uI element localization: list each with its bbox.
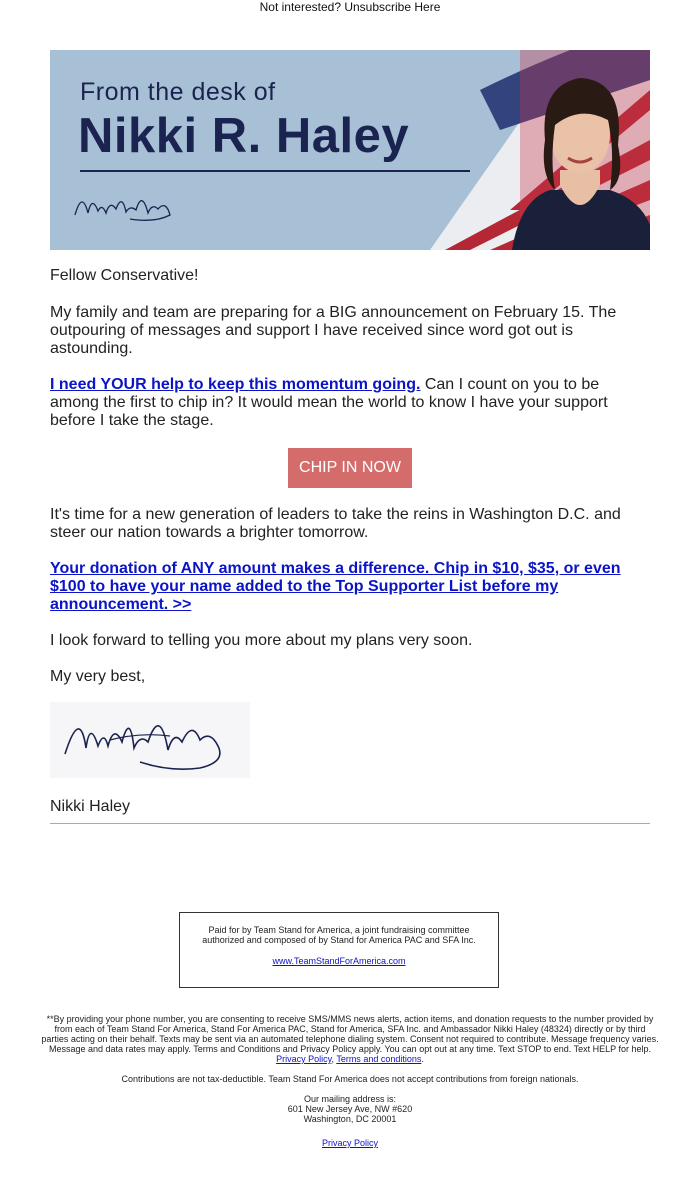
link-separator: , bbox=[331, 1054, 337, 1064]
disclaimer-end: . bbox=[421, 1054, 424, 1064]
divider bbox=[50, 823, 650, 824]
banner-title: Nikki R. Haley bbox=[78, 109, 410, 163]
paragraph-help-text: Can I count on you to be among the first to chip in? It would mean the world to know I have your support before I take the stage. bbox=[50, 376, 608, 429]
signer-name: Nikki Haley bbox=[50, 798, 131, 815]
chip-in-button[interactable]: CHIP IN NOW bbox=[288, 448, 412, 488]
closing: My very best, bbox=[50, 668, 146, 685]
address-line-2: Washington, DC 20001 bbox=[303, 1114, 397, 1124]
paragraph-new-generation: It's time for a new generation of leaders to take the reins in Washington D.C. and steer our nation towards a brighter tomorrow. bbox=[50, 506, 621, 541]
disclaimer-text: **By providing your phone number, you are consenting to receive SMS/MMS news alerts, action items, and donation requests to the number provided by from each of Team Stand For America, Stand For America PAC, Stand for America, SFA Inc. and Ambassador Nikki Haley (48324) directly or by third parties acting on their behalf. Texts may be sent via an automated telephone dialing system. Consent not required to contribute. Message frequency varies. Message and data rates may apply. Terms and Conditions and Privacy Policy apply. You can opt out at any time. Text STOP to end. Text HELP for help. bbox=[41, 1014, 659, 1054]
mailing-label: Our mailing address is: bbox=[303, 1094, 397, 1104]
banner-signature-icon bbox=[70, 185, 180, 230]
tax-note: Contributions are not tax-deductible. Team Stand For America does not accept contributions from foreign nationals. bbox=[121, 1074, 579, 1084]
bottom-privacy-link[interactable]: Privacy Policy bbox=[321, 1138, 378, 1148]
paragraph-plans: I look forward to telling you more about my plans very soon. bbox=[50, 632, 473, 649]
paid-for-text: Paid for by Team Stand for America, a joint fundraising committee authorized and composed of by Stand for America PAC and SFA Inc. bbox=[202, 925, 476, 945]
signature-image bbox=[50, 702, 250, 778]
bottom-privacy-container bbox=[0, 1138, 700, 1148]
paragraph-help bbox=[50, 376, 650, 430]
sms-disclaimer bbox=[40, 1014, 660, 1064]
header-banner bbox=[50, 50, 650, 250]
privacy-policy-link[interactable]: Privacy Policy bbox=[276, 1054, 332, 1064]
banner-divider bbox=[80, 170, 470, 172]
address-line-1: 601 New Jersey Ave, NW #620 bbox=[287, 1104, 413, 1114]
website-link[interactable]: www.TeamStandForAmerica.com bbox=[272, 956, 406, 966]
greeting: Fellow Conservative! bbox=[50, 267, 199, 284]
momentum-link[interactable]: I need YOUR help to keep this momentum going. bbox=[50, 376, 421, 393]
signature-icon bbox=[50, 702, 250, 778]
paragraph-announcement: My family and team are preparing for a BIG announcement on February 15. The outpouring of messages and support I have received since word got out is astounding. bbox=[50, 304, 617, 357]
paid-for-box bbox=[179, 912, 499, 988]
unsubscribe-link[interactable]: Not interested? Unsubscribe Here bbox=[259, 0, 441, 14]
terms-link[interactable]: Terms and conditions bbox=[336, 1054, 422, 1064]
banner-subtitle: From the desk of bbox=[80, 78, 276, 106]
donation-paragraph bbox=[50, 560, 650, 614]
donation-link[interactable]: Your donation of ANY amount makes a difference. Chip in $10, $35, or even $100 to have your name added to the Top Supporter List before my announcement. >> bbox=[50, 560, 621, 613]
